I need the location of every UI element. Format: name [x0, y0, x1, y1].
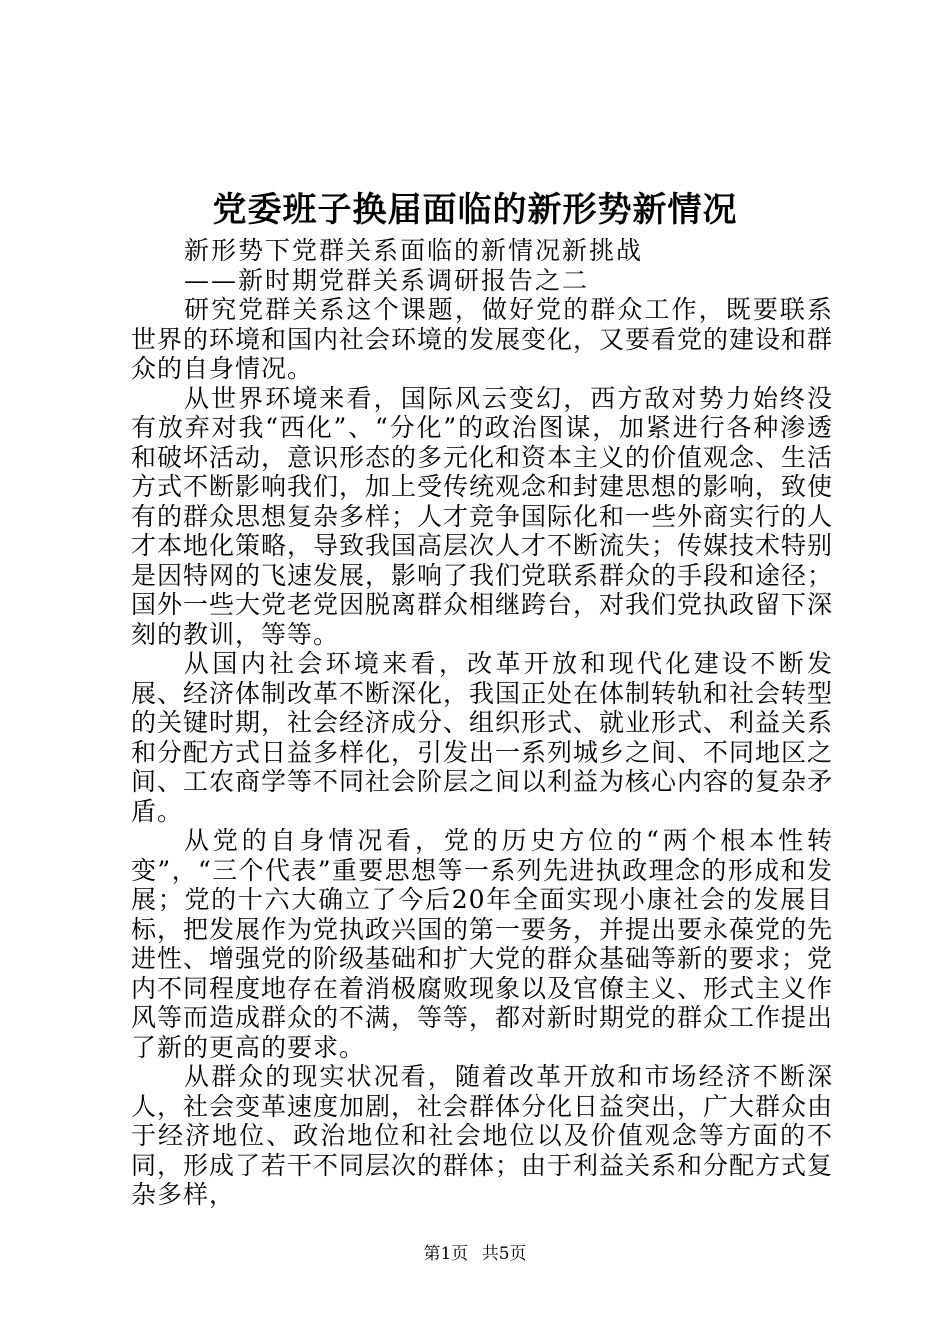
paragraph-domestic-environment: 从国内社会环境来看，改革开放和现代化建设不断发展、经济体制改革不断深化，我国正处在体制转轨和社会转型的关键时期，社会经济成分、组织形式、就业形式、利益关系和分配方式日益多样化，引发出一系列城乡之间、不同地区之间、工农商学等不同社会阶层之间以利益为核心内容的复杂矛盾。	[131, 649, 834, 826]
paragraph-public-situation: 从群众的现实状况看，随着改革开放和市场经济不断深人，社会变革速度加剧，社会群体分化日益突出，广大群众由于经济地位、政治地位和社会地位以及价值观念等方面的不同，形成了若干不同层次的群体；由于利益关系和分配方式复杂多样，	[131, 1062, 834, 1209]
page-number: 第1页	[423, 1244, 469, 1264]
document-body	[131, 236, 833, 1210]
document-title: 党委班子换届面临的新形势新情况	[212, 190, 738, 230]
document-subtitle: 新形势下党群关系面临的新情况新挑战	[184, 236, 644, 265]
paragraph-party-situation: 从党的自身情况看，党的历史方位的“两个根本性转变”，“三个代表”重要思想等一系列先进执政理念的形成和发展；党的十六大确立了今后20年全面实现小康社会的发展目标，把发展作为党执政兴国的第一要务，并提出要永葆党的先进性、增强党的阶级基础和扩大党的群众基础等新的要求；党内不同程度地存在着消极腐败现象以及官僚主义、形式主义作风等而造成群众的不满，等等，都对新时期党的群众工作提出了新的更高的要求。	[131, 826, 834, 1062]
page-footer	[0, 1242, 950, 1266]
series-note: ——新时期党群关系调研报告之二	[184, 265, 590, 295]
paragraph-intro: 研究党群关系这个课题，做好党的群众工作，既要联系世界的环境和国内社会环境的发展变化，又要看党的建设和群众的自身情况。	[131, 295, 834, 383]
page-total: 共5页	[481, 1244, 527, 1264]
paragraph-world-environment: 从世界环境来看，国际风云变幻，西方敌对势力始终没有放弃对我“西化”、“分化”的政治图谋，加紧进行各种渗透和破坏活动，意识形态的多元化和资本主义的价值观念、生活方式不断影响我们，加上受传统观念和封建思想的影响，致使有的群众思想复杂多样；人才竞争国际化和一些外商实行的人才本地化策略，导致我国高层次人才不断流失；传媒技术特别是因特网的飞速发展，影响了我们党联系群众的手段和途径；国外一些大党老党因脱离群众相继跨台，对我们党执政留下深刻的教训，等等。	[131, 383, 834, 649]
